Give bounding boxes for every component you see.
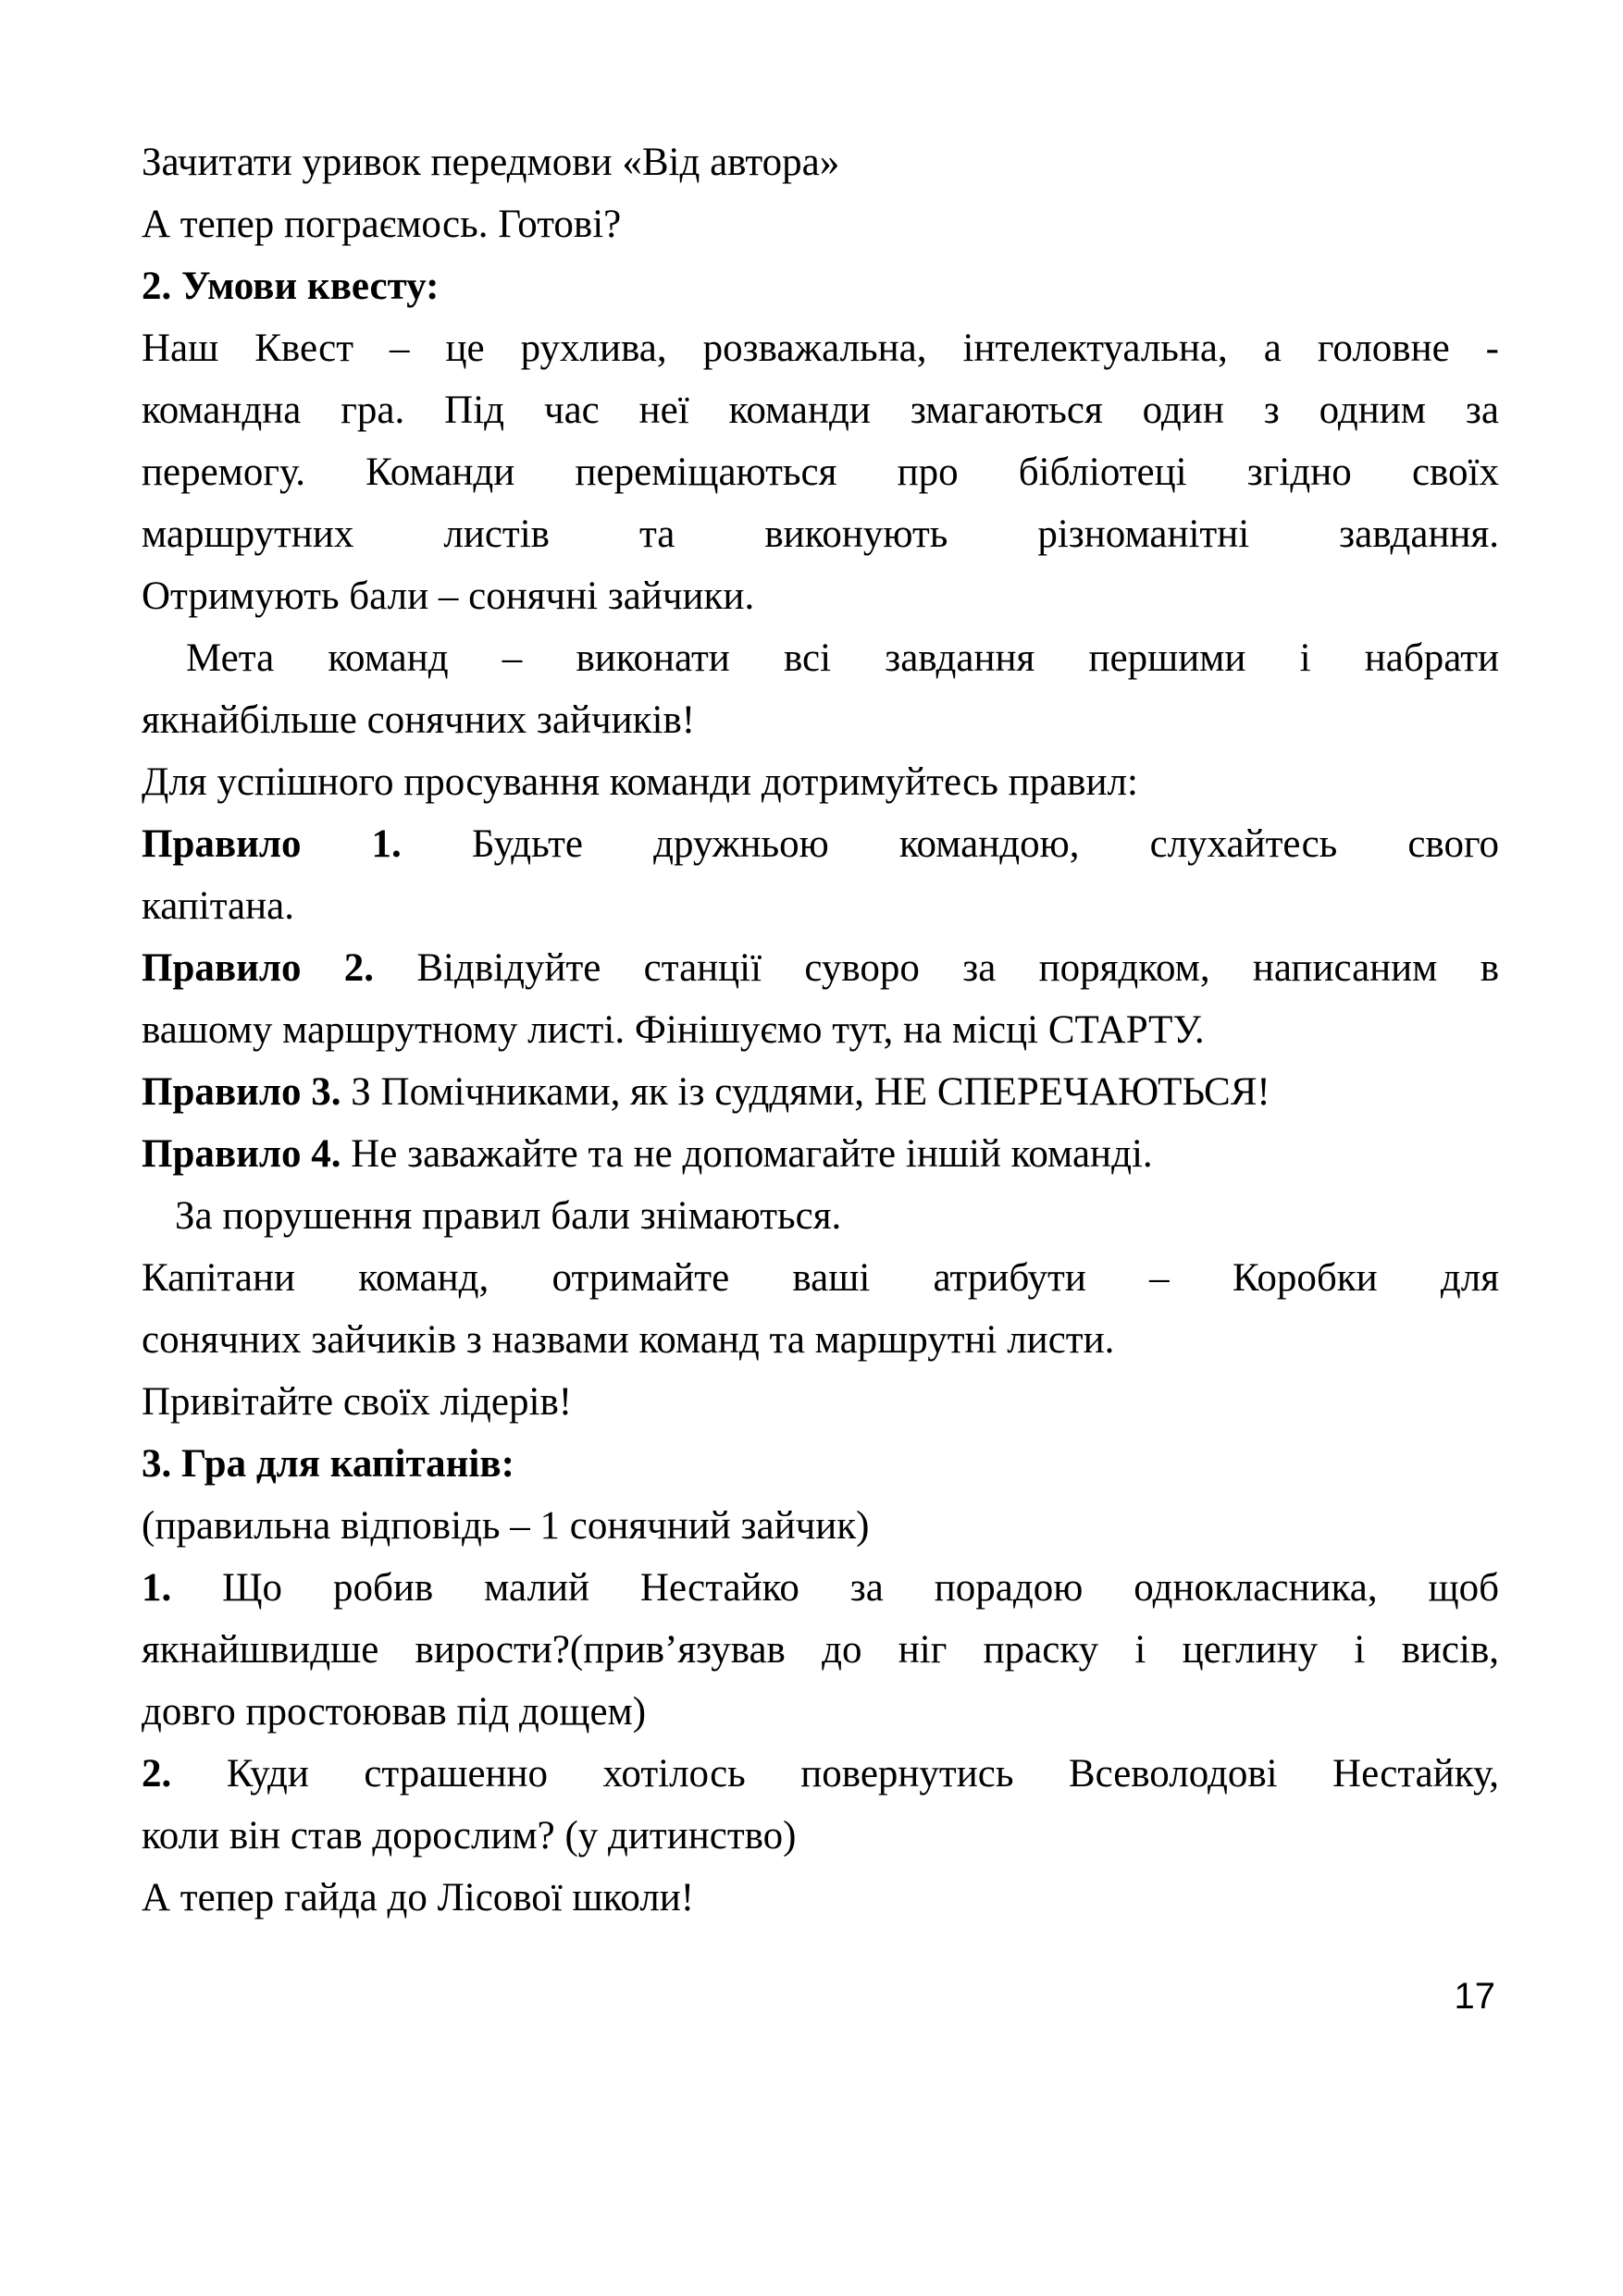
page-body bbox=[142, 131, 1499, 1929]
rule-2-label: Правило 2. bbox=[142, 946, 375, 990]
goal-line-2: якнайбільше сонячних зайчиків! bbox=[142, 698, 696, 742]
quest-text-line-3: перемогу. Команди переміщаються про бібліотеці згідно своїх bbox=[142, 451, 1499, 494]
rule-2-line-2: вашому маршрутному листі. Фінішуємо тут, на місці СТАРТУ. bbox=[142, 1008, 1205, 1052]
rule-1-label: Правило 1. bbox=[142, 822, 402, 866]
rule-1-text: Будьте дружньою командою, слухайтесь свого bbox=[401, 822, 1500, 866]
captains-game-note: (правильна відповідь – 1 сонячний зайчик) bbox=[142, 1504, 870, 1548]
rule-3-label: Правило 3. bbox=[142, 1070, 341, 1114]
rule-1-line-2: капітана. bbox=[142, 884, 294, 928]
rule-3-text: З Помічниками, як із суддями, НЕ СПЕРЕЧАЮТЬСЯ! bbox=[341, 1070, 1270, 1114]
rule-4-line bbox=[142, 1123, 1499, 1185]
question-2-line-2: коли він став дорослим? (у дитинство) bbox=[142, 1814, 797, 1858]
closing-line: А тепер гайда до Лісової школи! bbox=[142, 1876, 695, 1920]
captains-line-2: сонячних зайчиків з назвами команд та маршрутні листи. bbox=[142, 1318, 1115, 1362]
penalty-line: За порушення правил бали знімаються. bbox=[175, 1194, 842, 1238]
quest-text-line-4: маршрутних листів та виконують різноманітні завдання. bbox=[142, 512, 1499, 556]
section-3-heading bbox=[142, 1433, 1499, 1495]
rule-2-line-1 bbox=[142, 937, 1499, 999]
question-1-number: 1. bbox=[142, 1566, 172, 1610]
rule-1-line-1 bbox=[142, 813, 1499, 875]
question-1-line-3: довго простоював під дощем) bbox=[142, 1690, 647, 1734]
question-2-line-1 bbox=[142, 1743, 1499, 1805]
page-number: 17 bbox=[1454, 1976, 1495, 2017]
rules-intro: Для успішного просування команди дотримуйтесь правил: bbox=[142, 760, 1138, 804]
rule-3-line bbox=[142, 1061, 1499, 1123]
rule-4-text: Не заважайте та не допомагайте іншій команді. bbox=[341, 1132, 1153, 1176]
section-2-heading bbox=[142, 255, 1499, 317]
intro-line-2: А тепер пограємось. Готові? bbox=[142, 203, 622, 246]
section-3-heading-text: 3. Гра для капітанів: bbox=[142, 1442, 514, 1486]
question-1-text: Що робив малий Нестайко за порадою однокласника, щоб bbox=[171, 1566, 1499, 1610]
quest-text-line-5: Отримують бали – сонячні зайчики. bbox=[142, 574, 755, 618]
captains-line-1: Капітани команд, отримайте ваші атрибути – Коробки для bbox=[142, 1256, 1499, 1300]
rule-2-text: Відвідуйте станції суворо за порядком, написаним в bbox=[374, 946, 1499, 990]
question-1-line-1 bbox=[142, 1557, 1499, 1619]
rule-4-label: Правило 4. bbox=[142, 1132, 341, 1176]
quest-text-line-2: командна гра. Під час неї команди змагаються один з одним за bbox=[142, 389, 1499, 432]
goal-line-1: Мета команд – виконати всі завдання першими і набрати bbox=[186, 636, 1499, 680]
quest-text-line-1: Наш Квест – це рухлива, розважальна, інтелектуальна, а головне - bbox=[142, 327, 1499, 370]
section-2-heading-text: 2. Умови квесту: bbox=[142, 265, 440, 308]
greet-line: Привітайте своїх лідерів! bbox=[142, 1380, 573, 1424]
question-2-text: Куди страшенно хотілось повернутись Всеволодові Нестайку, bbox=[171, 1752, 1499, 1796]
question-2-number: 2. bbox=[142, 1752, 172, 1796]
intro-line-1: Зачитати уривок передмови «Від автора» bbox=[142, 141, 840, 184]
question-1-line-2: якнайшвидше вирости?(прив’язував до ніг праску і цеглину і висів, bbox=[142, 1628, 1499, 1672]
